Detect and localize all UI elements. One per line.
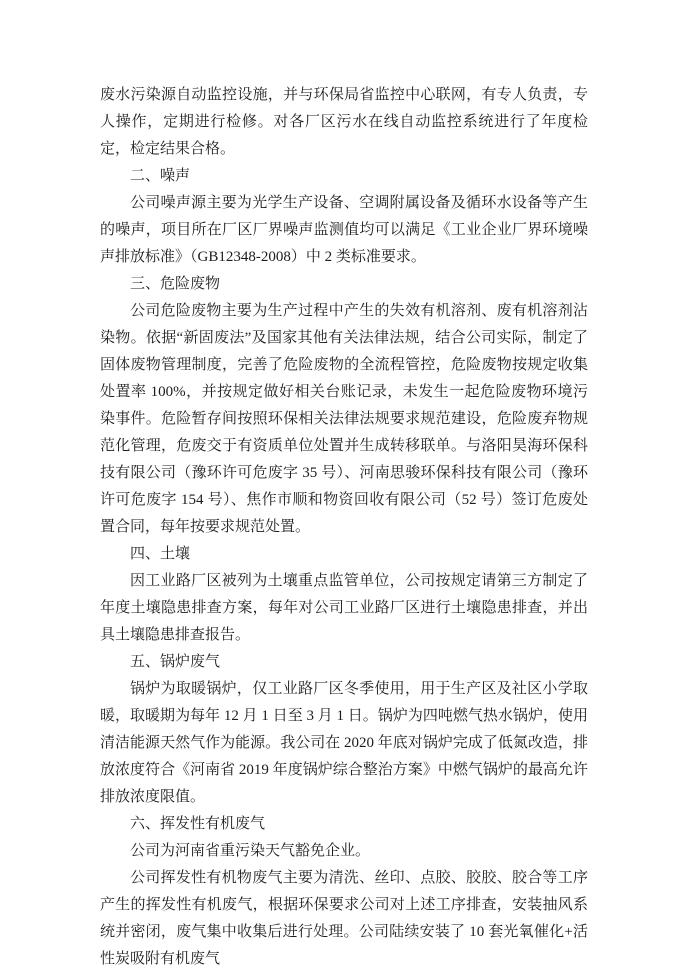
paragraph-voc-exemption: 公司为河南省重污染天气豁免企业。 xyxy=(130,843,371,859)
paragraph-boiler-exhaust-gas: 锅炉为取暖锅炉，仅工业路厂区冬季使用，用于生产区及社区小学取暖，取暖期为每年 12 月 1 日至 3 月 1 日。锅炉为四吨燃气热水锅炉，使用清洁能源天然气作为能源。我公司在 2020 年底对锅炉完成了低氮改造，排放浓度符合《河南省 2019 年度锅炉综合整治方案》中燃气锅炉的最高允许排放浓度限值。 xyxy=(100,681,588,805)
paragraph-soil: 因工业路厂区被列为土壤重点监管单位，公司按规定请第三方制定了年度土壤隐患排查方案，每年对公司工业路厂区进行土壤隐患排查，并出具土壤隐患排查报告。 xyxy=(100,573,588,643)
heading-volatile-organic-gas: 六、挥发性有机废气 xyxy=(130,816,266,832)
heading-boiler-exhaust-gas: 五、锅炉废气 xyxy=(130,654,221,670)
heading-noise: 二、噪声 xyxy=(130,168,191,184)
paragraph-voc-treatment: 公司挥发性有机物废气主要为清洗、丝印、点胶、胶胶、胶合等工序产生的挥发性有机废气，根据环保要求公司对上述工序排查，安装抽风系统并密闭，废气集中收集后进行处理。公司陆续安装了 10 套光氧催化+活性炭吸附有机废气 xyxy=(100,870,588,967)
paragraph-wastewater-monitoring: 废水污染源自动监控设施，并与环保局省监控中心联网，有专人负责，专人操作，定期进行检修。对各厂区污水在线自动监控系统进行了年度检定，检定结果合格。 xyxy=(100,87,588,157)
heading-soil: 四、土壤 xyxy=(130,546,191,562)
paragraph-noise: 公司噪声源主要为光学生产设备、空调附属设备及循环水设备等产生的噪声，项目所在厂区厂界噪声监测值均可以满足《工业企业厂界环境噪声排放标准》（GB12348-2008）中 2 类标准要求。 xyxy=(100,195,588,265)
paragraph-hazardous-waste: 公司危险废物主要为生产过程中产生的失效有机溶剂、废有机溶剂沾染物。依据“新固废法”及国家其他有关法律法规，结合公司实际，制定了固体废物管理制度，完善了危险废物的全流程管控，危险废物按规定收集处置率 100%，并按规定做好相关台账记录，未发生一起危险废物环境污染事件。危险暂存间按照环保相关法律法规要求规范建设，危险废弃物规范化管理，危废交于有资质单位处置并生成转移联单。与洛阳昊海环保科技有限公司（豫环许可危废字 35 号）、河南思骏环保科技有限公司（豫环许可危废字 154 号）、焦作市顺和物资回收有限公司（52 号）签订危废处置合同，每年按要求规范处置。 xyxy=(100,303,588,535)
heading-hazardous-waste: 三、危险废物 xyxy=(130,276,221,292)
